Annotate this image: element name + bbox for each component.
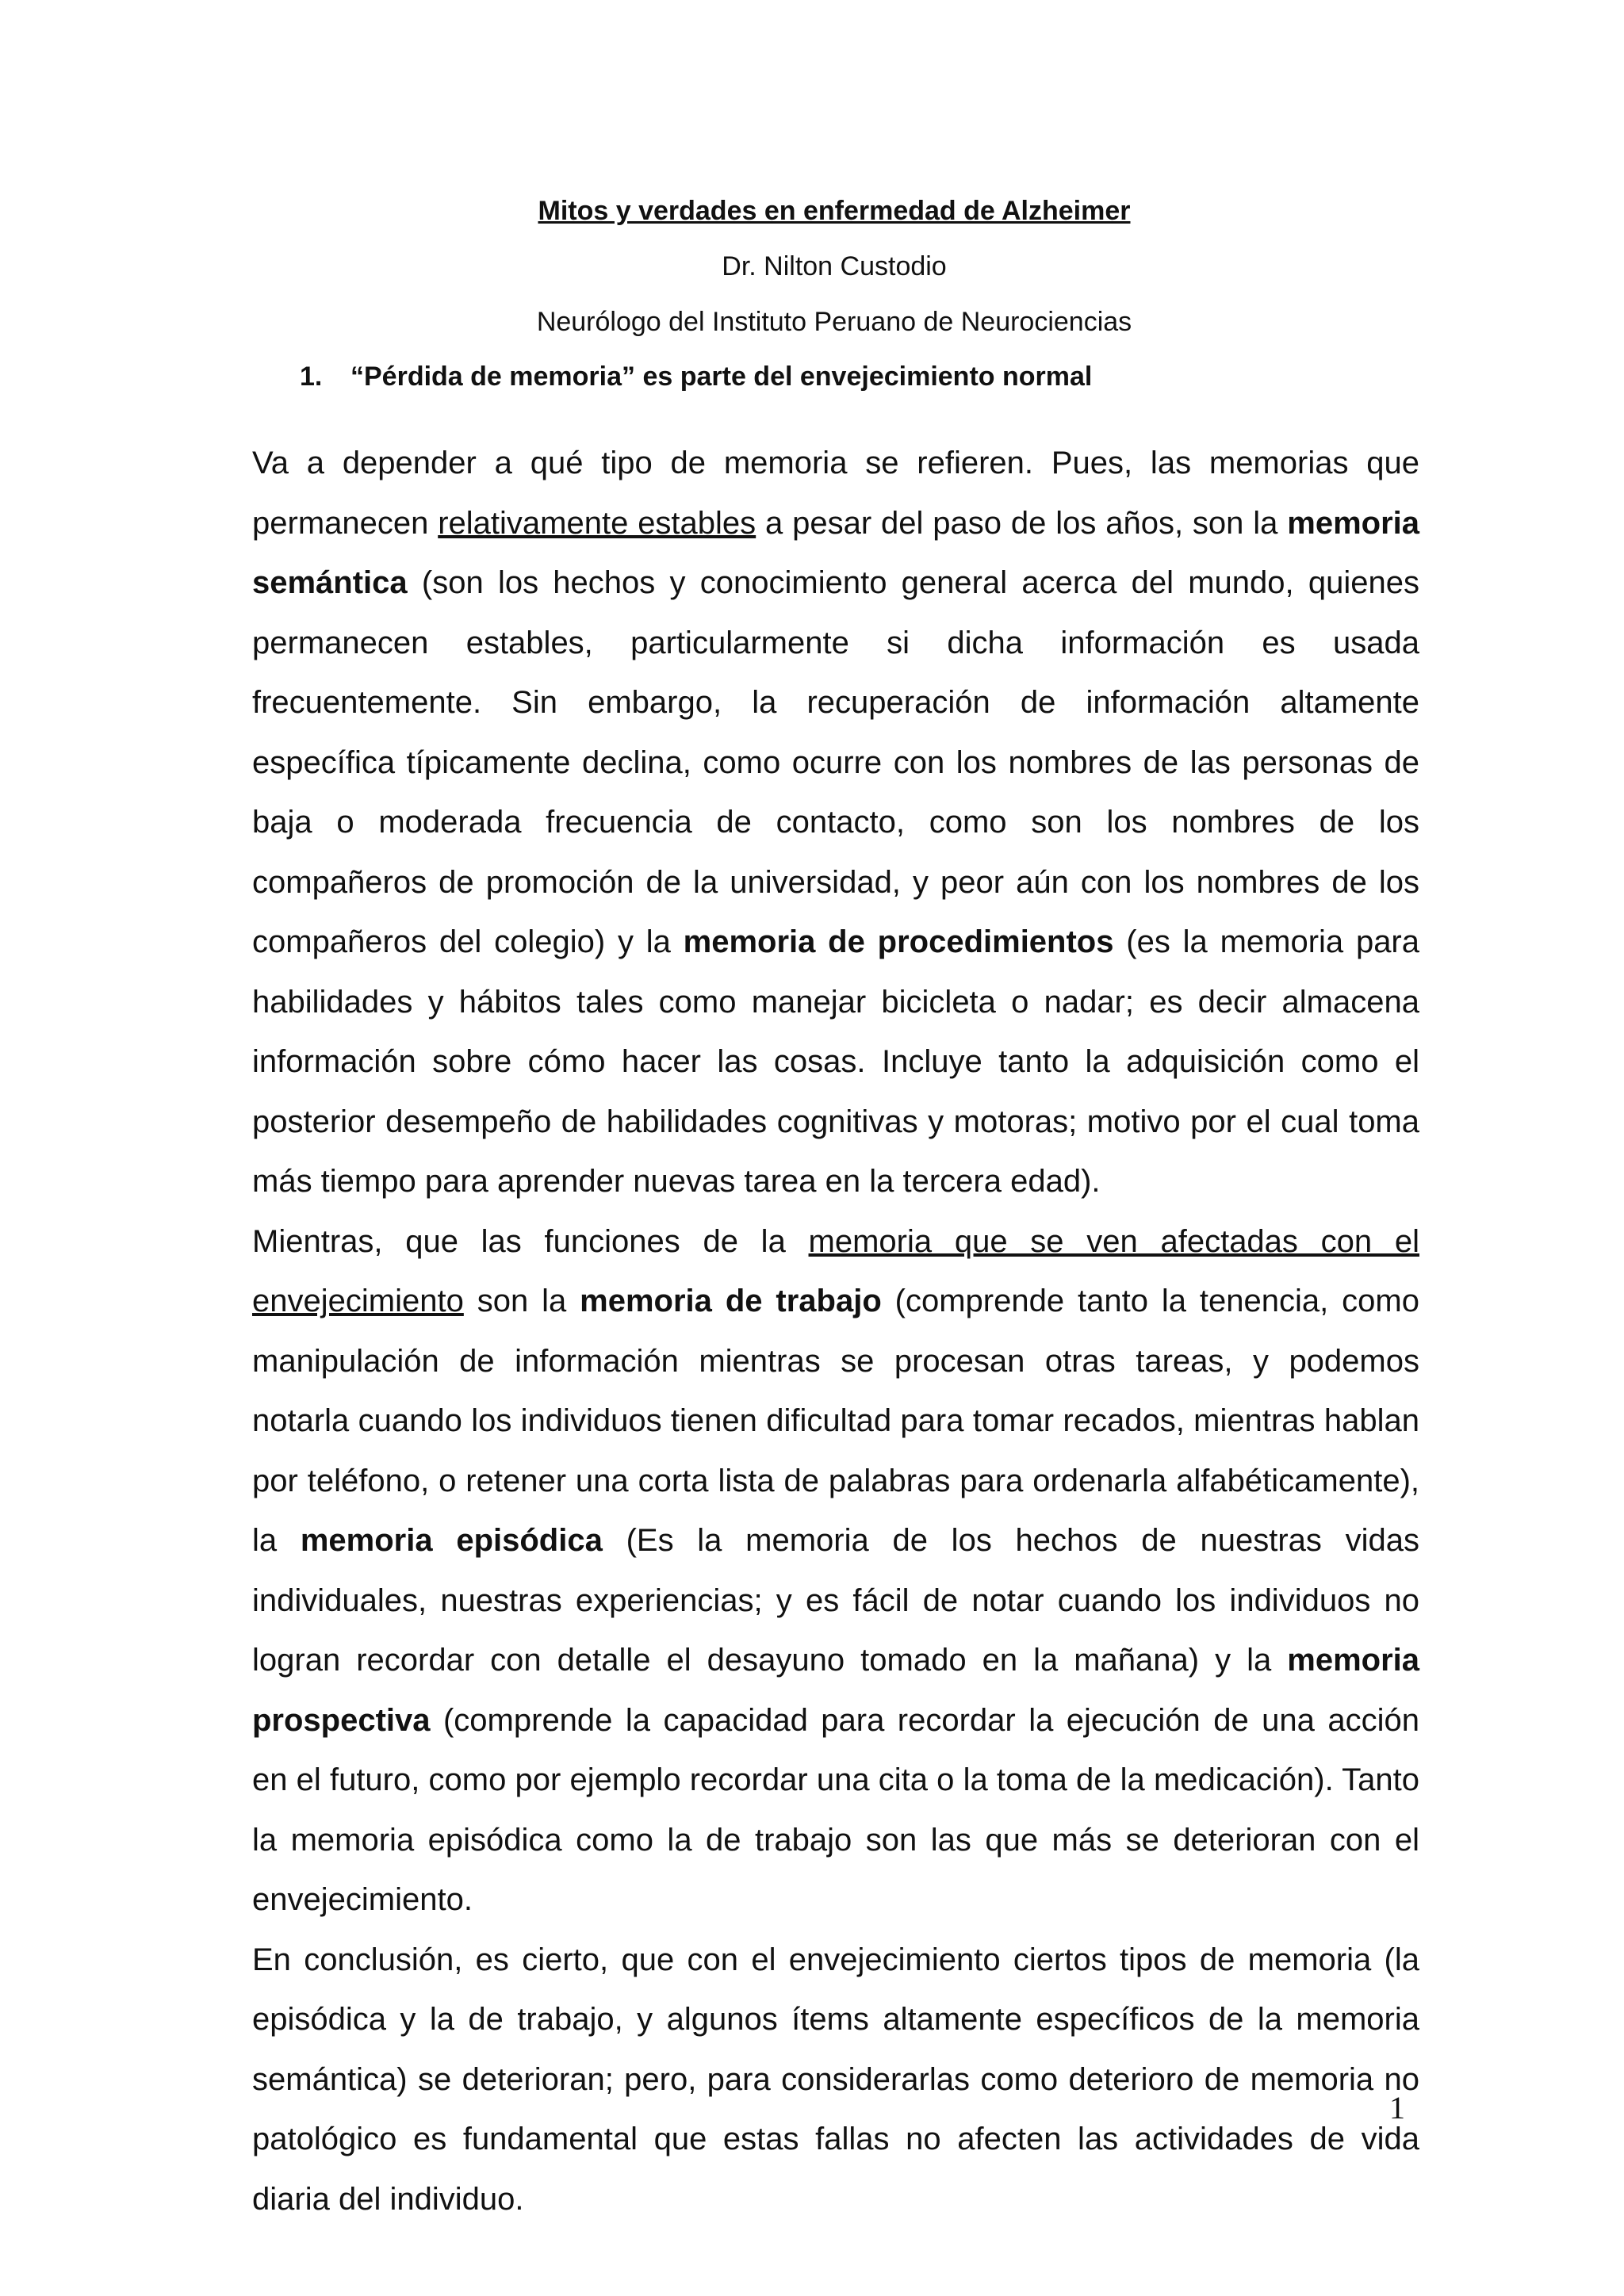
section-heading (300, 358, 1092, 395)
section-title: “Pérdida de memoria” es parte del envejecimiento normal (350, 362, 1093, 392)
text-run: (son los hechos y conocimiento general acerca del mundo, quienes permanecen estables, particularmente si dicha información es usada frecuentemente. Sin embargo, la recuperación de información altamente específica típicamente declina, como ocurre con los nombres de las personas de baja o moderada frecuencia de contacto, como son los nombres de los compañeros de promoción de la universidad, y peor aún con los nombres de los compañeros del colegio) y la (252, 565, 1419, 959)
paragraph-3 (252, 1931, 1419, 2230)
document-affiliation: Neurólogo del Instituto Peruano de Neurociencias (536, 307, 1132, 337)
bold-term: memoria prospectiva (252, 1643, 1419, 1738)
text-run: (comprende tanto la tenencia, como manipulación de información mientras se procesan otras tareas, y podemos notarla cuando los individuos tienen dificultad para tomar recados, mientras hablan por teléfono, o retener una corta lista de palabras para ordenarla alfabéticamente), la (252, 1284, 1419, 1558)
underlined-text: memoria que se ven afectadas con el envejecimiento (252, 1223, 1419, 1318)
paragraph-2 (252, 1212, 1419, 1931)
bold-term: memoria episódica (300, 1523, 603, 1558)
paragraph-1 (252, 434, 1419, 1212)
bold-term: memoria de trabajo (580, 1284, 882, 1318)
document-title: Mitos y verdades en enfermedad de Alzheimer (538, 196, 1131, 226)
text-run: a pesar del paso de los años, son la (756, 505, 1288, 541)
text-run: (Es la memoria de los hechos de nuestras vidas individuales, nuestras experiencias; y es fácil de notar cuando los individuos no logran recordar con detalle el desayuno tomado en la mañana) y la (252, 1523, 1419, 1678)
document-body (252, 434, 1419, 2229)
section-number: 1. (300, 362, 323, 392)
document-author: Dr. Nilton Custodio (722, 251, 947, 281)
text-run: Va a depender a qué tipo de memoria se refieren. Pues, las memorias que permanecen (252, 446, 1419, 541)
text-run: (es la memoria para habilidades y hábitos tales como manejar bicicleta o nadar; es decir almacena información sobre cómo hacer las cosas. Incluye tanto la adquisición como el posterior desempeño de habilidades cognitivas y motoras; motivo por el cual toma más tiempo para aprender nuevas tarea en la tercera edad). (252, 924, 1420, 1199)
text-run: En conclusión, es cierto, que con el envejecimiento ciertos tipos de memoria (la episódica y la de trabajo, y algunos ítems altamente específicos de la memoria semántica) se deterioran; pero, para considerarlas como deterioro de memoria no patológico es fundamental que estas fallas no afecten las actividades de vida diaria del individuo. (252, 1942, 1419, 2217)
underlined-text: relativamente estables (438, 505, 756, 541)
page-number: 1 (1389, 2090, 1405, 2126)
bold-term: memoria semántica (252, 505, 1420, 600)
text-run: (comprende la capacidad para recordar la ejecución de una acción en el futuro, como por ejemplo recordar una cita o la toma de la medicación). Tanto la memoria episódica como la de trabajo son las que más se deterioran con el envejecimiento. (252, 1702, 1419, 1917)
text-run: son la (463, 1284, 580, 1318)
text-run: Mientras, que las funciones de la (252, 1223, 809, 1259)
bold-term: memoria de procedimientos (683, 924, 1114, 959)
